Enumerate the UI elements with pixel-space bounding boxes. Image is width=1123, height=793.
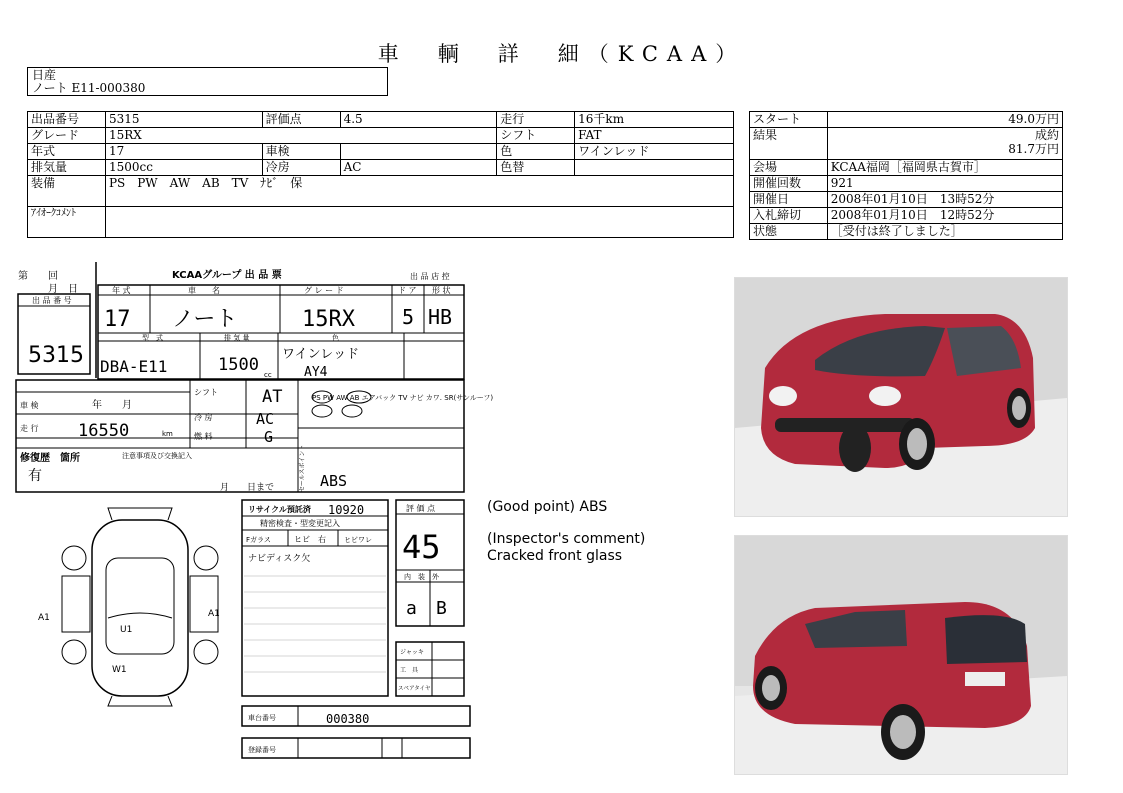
mileage-value: 16千km xyxy=(575,112,734,128)
year-label: 年式 xyxy=(28,144,106,160)
comment-value xyxy=(105,207,733,238)
recycle-label: リサイクル預託済 xyxy=(248,505,311,514)
tools-label: 工 具 xyxy=(400,667,419,674)
color-value: ワインレッド xyxy=(575,144,734,160)
shift-label: シフト xyxy=(497,128,575,144)
reg-label: 登録番号 xyxy=(248,746,276,754)
ac-label: 冷房 xyxy=(262,160,340,176)
label-mileage: 走 行 xyxy=(20,424,39,433)
hw-year: 17 xyxy=(104,307,131,332)
lot-no-label: 出品番号 xyxy=(28,112,106,128)
hw-doors: 5 xyxy=(402,305,415,329)
hw-fuel: G xyxy=(264,428,274,446)
hw-colorcode: AY4 xyxy=(304,365,328,380)
car-photo-front[interactable] xyxy=(734,277,1068,517)
jack-label: ジャッキ xyxy=(400,649,424,656)
cc-value: 1500cc xyxy=(105,160,262,176)
sheet-lot-label: 出 品 番 号 xyxy=(32,296,72,305)
color-change-value xyxy=(575,160,734,176)
hw-grade: 15RX xyxy=(302,307,355,332)
lot-no-value: 5315 xyxy=(105,112,262,128)
grade-value: 15RX xyxy=(105,128,496,144)
mileage-label: 走行 xyxy=(497,112,575,128)
date-label: 開催日 xyxy=(750,192,828,208)
hw-int: a xyxy=(406,598,417,619)
spec-table xyxy=(27,111,734,238)
mark-w1: W1 xyxy=(112,665,127,675)
count-value: 921 xyxy=(827,176,1062,192)
result-cell xyxy=(827,128,1062,160)
date-until: 月 日まで xyxy=(220,483,275,493)
mark-a1: A1 xyxy=(38,613,50,623)
hw-shape: HB xyxy=(428,305,453,329)
shift-value: FAT xyxy=(575,128,734,144)
col-year: 年 式 xyxy=(112,286,131,295)
label-fuel: 燃 料 xyxy=(194,432,213,441)
notes-label: 注意事項及び交換記入 xyxy=(122,452,192,460)
spare-label: スペアタイヤ xyxy=(398,686,431,692)
car-name-box xyxy=(27,67,388,96)
hw-name: ノート xyxy=(172,307,238,332)
fix-label: 精密検査・型変更記入 xyxy=(260,519,340,528)
notes-block xyxy=(487,499,727,565)
col-door: ド ア xyxy=(398,286,417,295)
venue-value: KCAA福岡［福岡県古賀市］ xyxy=(827,160,1062,176)
sheet-header-right: 出 品 店 控 xyxy=(410,272,450,281)
sheet-brand: KCAAグループ 出 品 票 xyxy=(172,270,282,281)
mark-a1-right: A1 xyxy=(208,609,220,619)
score-label: 評価点 xyxy=(262,112,340,128)
hw-note: ナビディスク欠 xyxy=(248,554,311,564)
equip-value: PS PW AW AB TV ﾅﾋﾞ 保 xyxy=(105,176,733,207)
col-name: 車 名 xyxy=(188,286,220,295)
repair-value: 有 xyxy=(28,468,42,484)
hw-model: DBA-E11 xyxy=(100,357,168,376)
start-value: 49.0万円 xyxy=(827,112,1062,128)
comment-label: ｱｲｵｰｸｺﾒﾝﾄ xyxy=(28,207,106,238)
auction-table xyxy=(749,111,1063,240)
result-value: 成約 xyxy=(1034,128,1059,142)
car-model: ノート E11-000380 xyxy=(32,81,146,95)
int-ext-label: 内 装 外 xyxy=(404,573,439,581)
label-ac: 冷 房 xyxy=(194,413,213,422)
equip-list: PS PW AW AB エアバック TV ナビ カワ. SR(サンルーフ) xyxy=(312,394,494,402)
status-label: 状態 xyxy=(750,224,828,240)
mark-u1: U1 xyxy=(120,625,133,635)
date-value: 2008年01月10日 13時52分 xyxy=(827,192,1062,208)
color-change-label: 色替 xyxy=(497,160,575,176)
year-value: 17 xyxy=(105,144,262,160)
ac-value: AC xyxy=(340,160,497,176)
hw-ext: B xyxy=(436,598,447,619)
sheet-lot-big: 5315 xyxy=(28,343,84,368)
label-cc: 排 気 量 xyxy=(224,334,250,342)
hw-color: ワインレッド xyxy=(282,347,360,362)
hw-sales-point: ABS xyxy=(320,472,348,490)
hw-recycle: 10920 xyxy=(328,503,365,517)
hw-frame: 000380 xyxy=(326,712,370,726)
inspect-value xyxy=(340,144,497,160)
label-ym: 年 月 xyxy=(92,400,132,411)
grade-label: グレード xyxy=(28,128,106,144)
label-inspect: 車 検 xyxy=(20,401,39,410)
inspector-label: (Inspector's comment) xyxy=(487,531,646,547)
score-value: 4.5 xyxy=(340,112,497,128)
inspect-label: 車検 xyxy=(262,144,340,160)
hibi-label: ヒビワレ xyxy=(344,536,372,544)
label-color: 色 xyxy=(332,334,339,342)
glass-value: ヒビ 右 xyxy=(294,535,326,544)
hw-score: 45 xyxy=(402,528,441,566)
car-maker: 日産 xyxy=(32,68,57,82)
result-price: 81.7万円 xyxy=(1008,142,1059,156)
result-label: 結果 xyxy=(750,128,828,160)
car-photo-rear[interactable] xyxy=(734,535,1068,775)
deadline-value: 2008年01月10日 12時52分 xyxy=(827,208,1062,224)
label-shift: シフト xyxy=(194,388,218,397)
deadline-label: 入札締切 xyxy=(750,208,828,224)
sheet-header-left: 第 回 xyxy=(18,271,58,282)
frame-label: 車台番号 xyxy=(248,714,276,722)
label-model: 型 式 xyxy=(142,334,163,342)
hw-cc-unit: cc xyxy=(264,371,272,379)
status-value: ［受付は終了しました］ xyxy=(827,224,1062,240)
col-shape: 形 状 xyxy=(432,286,451,295)
color-label: 色 xyxy=(497,144,575,160)
auction-sheet xyxy=(12,258,494,760)
hw-shift: AT xyxy=(262,387,283,407)
car-diagram xyxy=(38,508,220,706)
sales-point-label: セールスポイント xyxy=(299,444,306,492)
hw-cc: 1500 xyxy=(218,355,259,375)
inspector-text: Cracked front glass xyxy=(487,548,623,564)
hw-mileage: 16550 xyxy=(78,421,130,441)
repair-label: 修復歴 箇所 xyxy=(20,453,80,464)
page-title: 車 輌 詳 細（KCAA） xyxy=(377,42,746,66)
good-point: (Good point) ABS xyxy=(487,499,608,515)
equip-label: 装備 xyxy=(28,176,106,207)
glass-label: Fガラス xyxy=(246,536,271,544)
col-grade: グ レ ー ド xyxy=(304,286,344,295)
sheet-month-day: 月 日 xyxy=(48,284,78,295)
start-label: スタート xyxy=(750,112,828,128)
km-unit: km xyxy=(162,430,173,438)
cc-label: 排気量 xyxy=(28,160,106,176)
score-box-label: 評 価 点 xyxy=(406,504,436,513)
hw-ac: AC xyxy=(256,410,275,428)
count-label: 開催回数 xyxy=(750,176,828,192)
venue-label: 会場 xyxy=(750,160,828,176)
